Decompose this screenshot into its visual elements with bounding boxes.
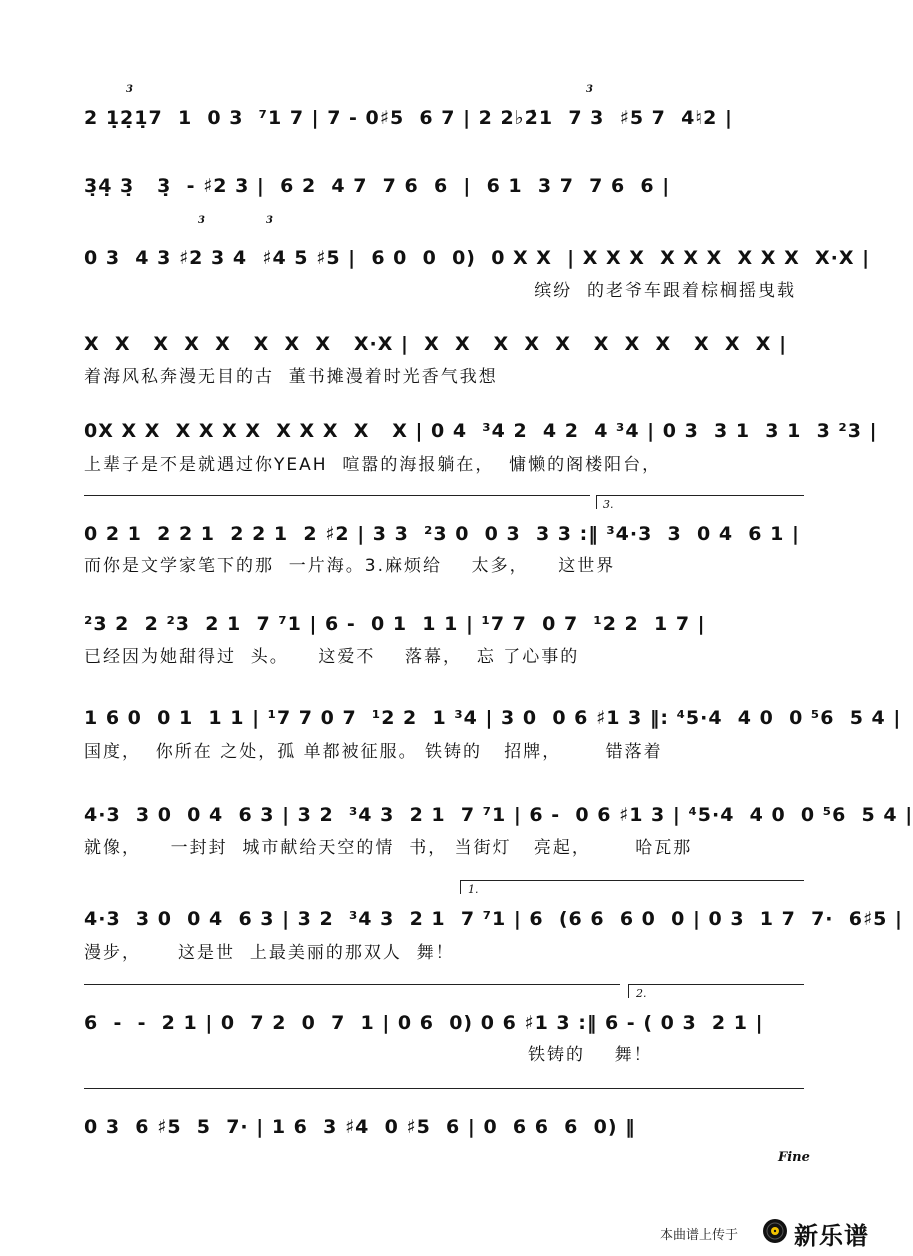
volta-bracket-tick — [596, 495, 597, 509]
score-line-7: ²3 2 2 ²3 2 1 7 ⁷1 | 6 - 0 1 1 1 | ¹7 7 0 7 ¹2 2 1 7 | — [84, 613, 706, 635]
volta-bracket-line — [628, 984, 804, 985]
volta-label: 2. — [636, 987, 647, 1000]
lyric-line-6: 国度， 你所在 之处，孤 单都被征服。 铁铸的 招牌， 错落着 — [84, 742, 663, 762]
vinyl-record-icon — [762, 1218, 788, 1244]
score-line-3: 0 3 4 3 ♯2 3 4 ♯4 5 ♯5 | 6 0 0 0) 0 X X | X X X X X X X X X X·X | — [84, 247, 871, 269]
lyric-line-1: 缤纷 的老爷车跟着棕榈摇曳载 — [534, 281, 796, 301]
fine-label: Fine — [778, 1150, 810, 1165]
triplet-mark: 3 — [198, 215, 205, 226]
volta-bracket-tick — [460, 880, 461, 894]
score-line-2: 3̣4̣ 3̣ 3̣ - ♯2 3 | 6 2 4 7 7 6 6 | 6 1 3 7 7 6 6 | — [84, 175, 671, 197]
score-line-12: 0 3 6 ♯5 5 7· | 1 6 3 ♯4 0 ♯5 6 | 0 6 6 6 0) ‖ — [84, 1116, 636, 1138]
lyric-line-4: 而你是文学家笔下的那 一片海。3.麻烦给 太多， 这世界 — [84, 556, 616, 576]
score-line-1: 2 1̣2̣1̣7 1 0 3 ⁷1 7 | 7 - 0♯5 6 7 | 2 2♭2̇1 7 3 ♯5 7 4♮2 | — [84, 107, 733, 129]
score-line-4: X X X X X X X X X·X | X X X X X X X X X X X | — [84, 333, 788, 355]
volta-label: 1. — [468, 883, 479, 896]
score-line-6: 0 2 1 2 2 1 2 2 1 2 ♯2 | 3 3 ²3 0 0 3 3 3 :‖ ³4·3 3 0 4 6 1 | — [84, 523, 800, 545]
volta-bracket-line — [84, 495, 590, 496]
score-line-11: 6 - - 2 1 | 0 7 2 0 7 1 | 0 6 0) 0 6 ♯1 3 :‖ 6 - ( 0 3 2 1 | — [84, 1012, 764, 1034]
triplet-mark: 3 — [586, 84, 593, 95]
lyric-line-7: 就像， 一封封 城市献给天空的情 书， 当街灯 亮起， 哈瓦那 — [84, 838, 693, 858]
volta-bracket-line — [596, 495, 804, 496]
brand-name[interactable]: 新乐谱 — [794, 1222, 869, 1250]
section-rule — [84, 1088, 804, 1089]
lyric-line-3: 上辈子是不是就遇过你YEAH 喧嚣的海报躺在， 慵懒的阁楼阳台， — [84, 455, 662, 475]
lyric-line-2: 着海风私奔漫无目的古 董书摊漫着时光香气我想 — [84, 367, 498, 387]
volta-bracket-line — [460, 880, 804, 881]
volta-label: 3. — [603, 498, 614, 511]
upload-note: 本曲谱上传于 — [660, 1228, 739, 1243]
triplet-mark: 3 — [266, 215, 273, 226]
volta-bracket-line — [84, 984, 620, 985]
triplet-mark: 3 — [126, 84, 133, 95]
score-line-10: 4·3 3 0 0 4 6 3 | 3 2 ³4 3 2 1 7 ⁷1 | 6 (6 6 6 0 0 | 0 3 1 7 7· 6♯5 | — [84, 908, 903, 930]
score-line-8: 1 6 0 0 1 1 1 | ¹7 7 0 7 ¹2 2 1 ³4 | 3 0 0 6 ♯1 3 ‖: ⁴5·4 4 0 0 ⁵6 5 4 | — [84, 707, 902, 729]
score-line-5: 0X X X X X X X X X X X X | 0 4 ³4 2 4 2 4 ³4 | 0 3 3 1 3 1 3 ²3 | — [84, 420, 878, 442]
lyric-line-9: 铁铸的 舞！ — [528, 1045, 653, 1065]
volta-bracket-tick — [628, 984, 629, 998]
score-line-9: 4·3 3 0 0 4 6 3 | 3 2 ³4 3 2 1 7 ⁷1 | 6 - 0 6 ♯1 3 | ⁴5·4 4 0 0 ⁵6 5 4 | — [84, 804, 913, 826]
lyric-line-5: 已经因为她甜得过 头。 这爱不 落幕， 忘 了心事的 — [84, 647, 580, 667]
lyric-line-8: 漫步， 这是世 上最美丽的那双人 舞！ — [84, 943, 455, 963]
